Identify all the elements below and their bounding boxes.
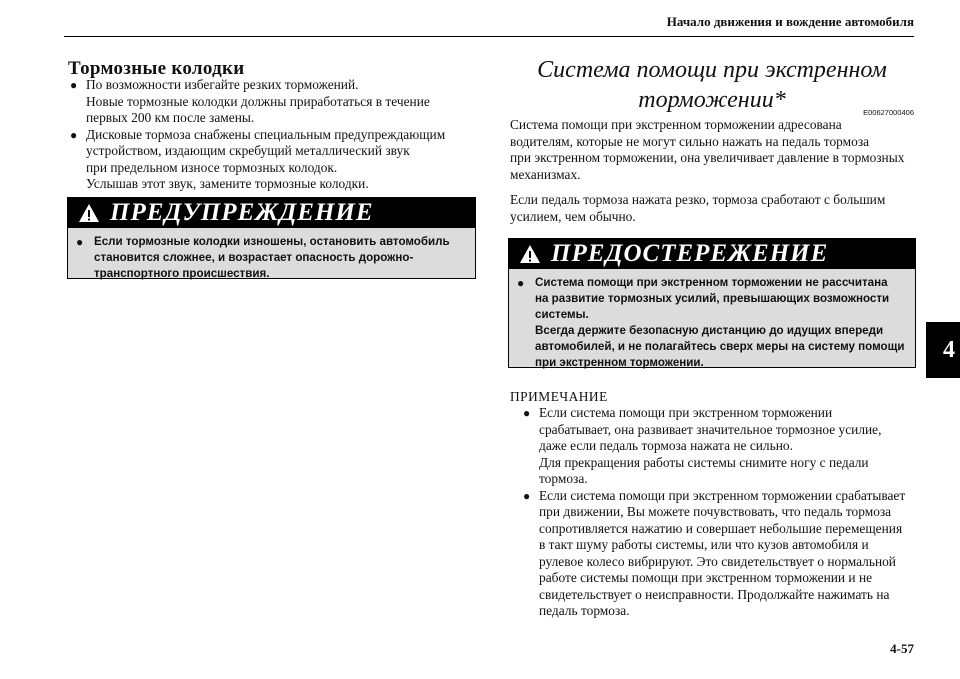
text-line: водителям, которые не могут сильно нажать на педаль тормоза	[510, 133, 870, 149]
list-item	[521, 488, 921, 620]
title-line: торможении*	[638, 87, 786, 113]
text-line: срабатывает, она развивает значительное тормозное усилие,	[539, 421, 882, 437]
caution-title: ПРЕДОСТЕРЕЖЕНИЕ	[551, 240, 829, 267]
bullet-icon: ●	[523, 488, 531, 503]
caution-triangle-icon	[519, 244, 541, 264]
text-line: сопротивляется нажатию и совершает небольшие перемещения	[539, 520, 903, 536]
bullet-icon: ●	[517, 276, 525, 290]
header-rule	[64, 36, 914, 37]
bullet-icon: ●	[70, 127, 78, 142]
warning-title: ПРЕДУПРЕЖДЕНИЕ	[110, 199, 374, 226]
section-code: E00627000406	[863, 108, 914, 117]
text-line: Система помощи при экстренном торможении адресована	[510, 117, 842, 132]
caution-box	[508, 238, 916, 368]
text-line: в такт шуму работы системы, или что кузов автомобиля и	[539, 537, 869, 552]
text-line: первых 200 км после замены.	[86, 110, 255, 125]
text-line: работе системы помощи при экстренном торможении и не	[539, 570, 873, 585]
notes-list	[521, 405, 921, 620]
chapter-number: 4	[943, 336, 955, 363]
text-line: Дисковые тормоза снабжены специальным предупреждающим	[86, 126, 446, 142]
text-line: Если система помощи при экстренном торможении	[539, 405, 833, 420]
text-line: рулевое колесо вибрируют. Это свидетельствует о нормальной	[539, 553, 896, 569]
text-line: на развитие тормозных усилий, превышающих возможности	[535, 292, 890, 305]
intro-paragraph	[510, 117, 920, 183]
text-line: даже если педаль тормоза нажата не сильно.	[539, 438, 793, 453]
section-title-emergency-brake-assist	[508, 55, 916, 115]
text-line: становится сложнее, и возрастает опасность дорожно-	[94, 251, 414, 264]
text-line: при движении, Вы можете почувствовать, что педаль тормоза	[539, 504, 892, 519]
caution-header	[509, 239, 915, 269]
text-line: при предельном износе тормозных колодок.	[86, 159, 338, 175]
text-line: при экстренном торможении, она увеличивает давление в тормозных	[510, 150, 905, 165]
brake-pads-list	[68, 77, 468, 193]
text-line: По возможности избегайте резких торможений.	[86, 77, 359, 92]
bullet-icon: ●	[70, 78, 78, 92]
list-item	[521, 405, 921, 488]
text-line: Для прекращения работы системы снимите ногу с педали	[539, 454, 869, 470]
text-line: системы.	[535, 308, 589, 321]
title-line: Система помощи при экстренном	[537, 57, 887, 83]
text-line: Услышав этот звук, замените тормозные колодки.	[86, 176, 369, 191]
text-line: Новые тормозные колодки должны приработаться в течение	[86, 93, 430, 109]
bullet-icon: ●	[76, 235, 84, 249]
bullet-icon: ●	[523, 406, 531, 420]
text-line: свидетельствует о неисправности. Продолжайте нажимать на	[539, 586, 890, 602]
warning-triangle-icon	[78, 203, 100, 223]
warning-body	[68, 228, 475, 288]
text-line: транспортного происшествия.	[94, 267, 270, 280]
text-line: Система помощи при экстренном торможении не рассчитана	[535, 276, 888, 289]
text-line: усилием, чем обычно.	[510, 208, 636, 224]
text-line: механизмах.	[510, 166, 581, 182]
text-line: педаль тормоза.	[539, 603, 630, 618]
text-line: Если тормозные колодки изношены, остановить автомобиль	[94, 235, 450, 248]
text-line: при экстренном торможении.	[535, 356, 704, 369]
second-paragraph	[510, 192, 920, 225]
caution-body	[509, 269, 915, 377]
text-line: Если педаль тормоза нажата резко, тормоза сработают с большим	[510, 192, 886, 207]
warning-box	[67, 197, 476, 279]
page-number: 4-57	[890, 641, 914, 656]
text-line: устройством, издающим скребущий металлический звук	[86, 143, 410, 158]
warning-header	[68, 198, 475, 228]
list-item	[68, 127, 468, 193]
text-line: Если система помощи при экстренном торможении срабатывает	[539, 487, 906, 503]
text-line: автомобилей, и не полагайтесь сверх меры на систему помощи	[535, 340, 905, 353]
text-line: тормоза.	[539, 471, 588, 486]
list-item	[68, 77, 468, 127]
running-header: Начало движения и вождение автомобиля	[666, 14, 914, 29]
chapter-tab	[926, 322, 960, 378]
text-line: Всегда держите безопасную дистанцию до идущих впереди	[535, 324, 884, 337]
section-heading-brake-pads: Тормозные колодки	[68, 58, 245, 79]
note-heading: ПРИМЕЧАНИЕ	[510, 389, 608, 404]
